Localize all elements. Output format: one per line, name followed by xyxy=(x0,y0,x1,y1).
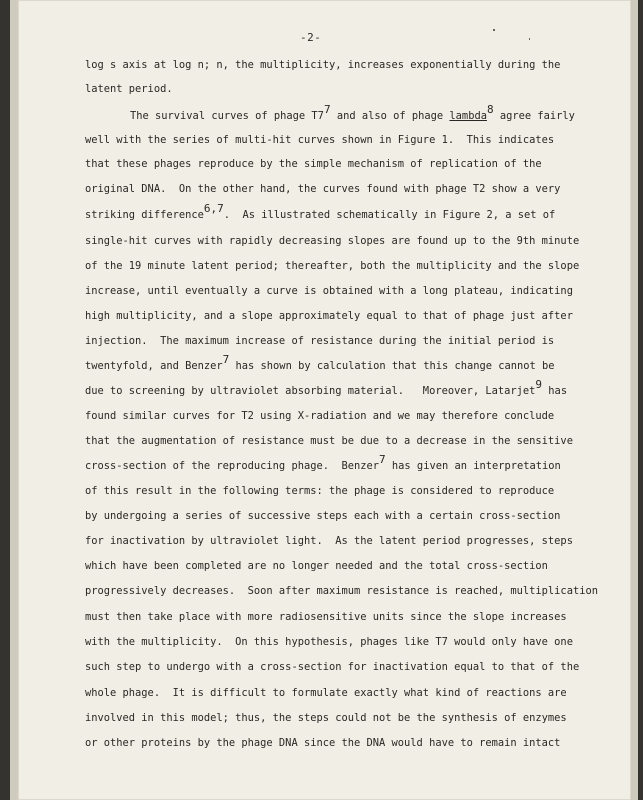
text-line: which have been completed are no longer needed and the total cross-section xyxy=(85,560,548,572)
text-line: by undergoing a series of successive steps each with a certain cross-section xyxy=(85,510,561,522)
page-number: -2- xyxy=(300,31,322,44)
text-line: of this result in the following terms: the phage is considered to reproduce xyxy=(85,485,555,497)
citation-superscript: 9 xyxy=(535,378,543,391)
text-line: The survival curves of phage $T7^7$ and also of phage lambda$^8$ agree fairly xyxy=(130,103,575,122)
ink-speck xyxy=(529,38,530,40)
text-line: found similar curves for T2 using X-radiation and we may therefore conclude xyxy=(85,410,555,422)
text-line: whole phage. It is difficult to formulate exactly what kind of reactions are xyxy=(85,687,567,699)
citation-superscript: 8 xyxy=(486,103,494,116)
text-line: original DNA. On the other hand, the curves found with phage T2 show a very xyxy=(85,183,561,195)
text-line: log s axis at log n; n, the multiplicity, increases exponentially during the xyxy=(85,59,561,71)
citation-superscript: 6,7 xyxy=(203,202,224,215)
text-line: cross-section of the reproducing phage. Benzer$^7$ has given an interpretation xyxy=(85,453,561,472)
text-line: for inactivation by ultraviolet light. As the latent period progresses, steps xyxy=(85,535,573,547)
text-line: such step to undergo with a cross-section for inactivation equal to that of the xyxy=(85,661,580,673)
citation-superscript: 7 xyxy=(379,453,386,466)
text-line: that the augmentation of resistance must be due to a decrease in the sensitive xyxy=(85,435,573,447)
citation-superscript: 7 xyxy=(323,103,331,116)
text-line: injection. The maximum increase of resistance during the initial period is xyxy=(85,335,555,347)
citation-superscript: 7 xyxy=(222,353,230,366)
text-line: single-hit curves with rapidly decreasing slopes are found up to the 9th minute xyxy=(85,235,580,247)
text-line: high multiplicity, and a slope approximately equal to that of phage just after xyxy=(85,310,573,322)
text-line: well with the series of multi-hit curves shown in Figure 1. This indicates xyxy=(85,134,555,146)
text-line: must then take place with more radiosensitive units since the slope increases xyxy=(85,611,567,623)
text-line: with the multiplicity. On this hypothesis, phages like T7 would only have one xyxy=(85,636,573,648)
text-line: of the 19 minute latent period; thereafter, both the multiplicity and the slope xyxy=(85,260,580,272)
text-line: striking difference$^{6,7}$. As illustrated schematically in Figure 2, a set of xyxy=(85,202,556,221)
text-line: progressively decreases. Soon after maximum resistance is reached, multiplication xyxy=(85,585,598,597)
text-line: or other proteins by the phage DNA since the DNA would have to remain intact xyxy=(85,737,561,749)
document-page xyxy=(18,0,631,800)
text-line: twentyfold, and Benzer$^7$ has shown by calculation that this change cannot be xyxy=(85,353,555,372)
text-line: due to screening by ultraviolet absorbing material. Moreover, Latarjet$^9$ has xyxy=(85,378,568,397)
ink-speck xyxy=(493,29,495,31)
text-line: latent period. xyxy=(85,83,173,95)
text-line: that these phages reproduce by the simple mechanism of replication of the xyxy=(85,158,542,170)
underlined-term: lambda xyxy=(449,110,487,122)
text-line: involved in this model; thus, the steps could not be the synthesis of enzymes xyxy=(85,712,567,724)
text-line: increase, until eventually a curve is obtained with a long plateau, indicating xyxy=(85,285,573,297)
